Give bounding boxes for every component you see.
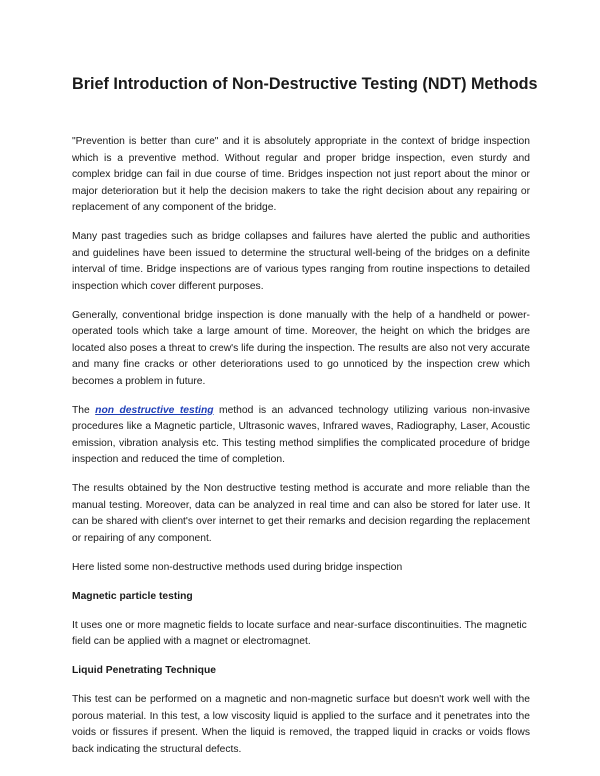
paragraph-results: The results obtained by the Non destructive testing method is accurate and more reliable than the manual testing. Moreover, data can be analyzed in real time and can also be stored for later use. It can be shared with client's over internet to get their remarks and decision regarding the replacement or repairing of any component.	[72, 483, 530, 544]
paragraph-ndt-method	[72, 403, 530, 469]
heading-liquid-penetrating: Liquid Penetrating Technique	[72, 665, 216, 676]
page-title: Brief Introduction of Non-Destructive Testing (NDT) Methods	[72, 75, 538, 93]
document-body	[72, 134, 530, 771]
paragraph-conventional-inspection: Generally, conventional bridge inspection is done manually with the help of a handheld or power-operated tools which take a large amount of time. Moreover, the height on which the bridges are located also poses a threat to crew's life during the inspection. The results are also not very accurate and many fine cracks or other deteriorations used to go unnoticed by the inspection crew which becomes a problem in future.	[72, 309, 530, 387]
ndt-link[interactable]: non destructive testing	[95, 404, 214, 416]
paragraph-prevention: "Prevention is better than cure" and it is absolutely appropriate in the context of bridge inspection which is a preventive method. Without regular and proper bridge inspection, even sturdy and complex bridge can fail in due course of time. Bridges inspection not just report about the minor or major deterioration but it help the decision makers to take the right decision about any repairing or replacement of any component of the bridge.	[72, 136, 530, 213]
heading-magnetic-particle: Magnetic particle testing	[72, 590, 193, 602]
paragraph-liquid-penetrating: This test can be performed on a magnetic and non-magnetic surface but doesn't work well with the porous material. In this test, a low viscosity liquid is applied to the surface and it penetrates into the voids or fissures if present. When the liquid is removed, the trapped liquid in cracks or voids flows back indicating the structural defects.	[72, 694, 530, 755]
paragraph-ndt-rest: method is an advanced technology utilizing various non-invasive procedures like a Magnetic particle, Ultrasonic waves, Infrared waves, Radiography, Laser, Acoustic emission, vibration analysis etc. This testing method simplifies the complicated procedure of bridge inspection and reduced the time of completion.	[72, 404, 530, 465]
paragraph-past-tragedies: Many past tragedies such as bridge collapses and failures have alerted the public and authorities and guidelines have been issued to determine the structural well-being of the bridges on a definite interval of time. Bridge inspections are of various types ranging from routine inspections to detailed inspection which cover different purposes.	[72, 231, 530, 292]
paragraph-ndt-lead: The	[72, 404, 96, 416]
paragraph-methods-intro: Here listed some non-destructive methods used during bridge inspection	[72, 561, 403, 573]
paragraph-magnetic-particle: It uses one or more magnetic fields to locate surface and near-surface discontinuities. The magnetic field can be applied with a magnet or electromagnet.	[72, 619, 527, 647]
